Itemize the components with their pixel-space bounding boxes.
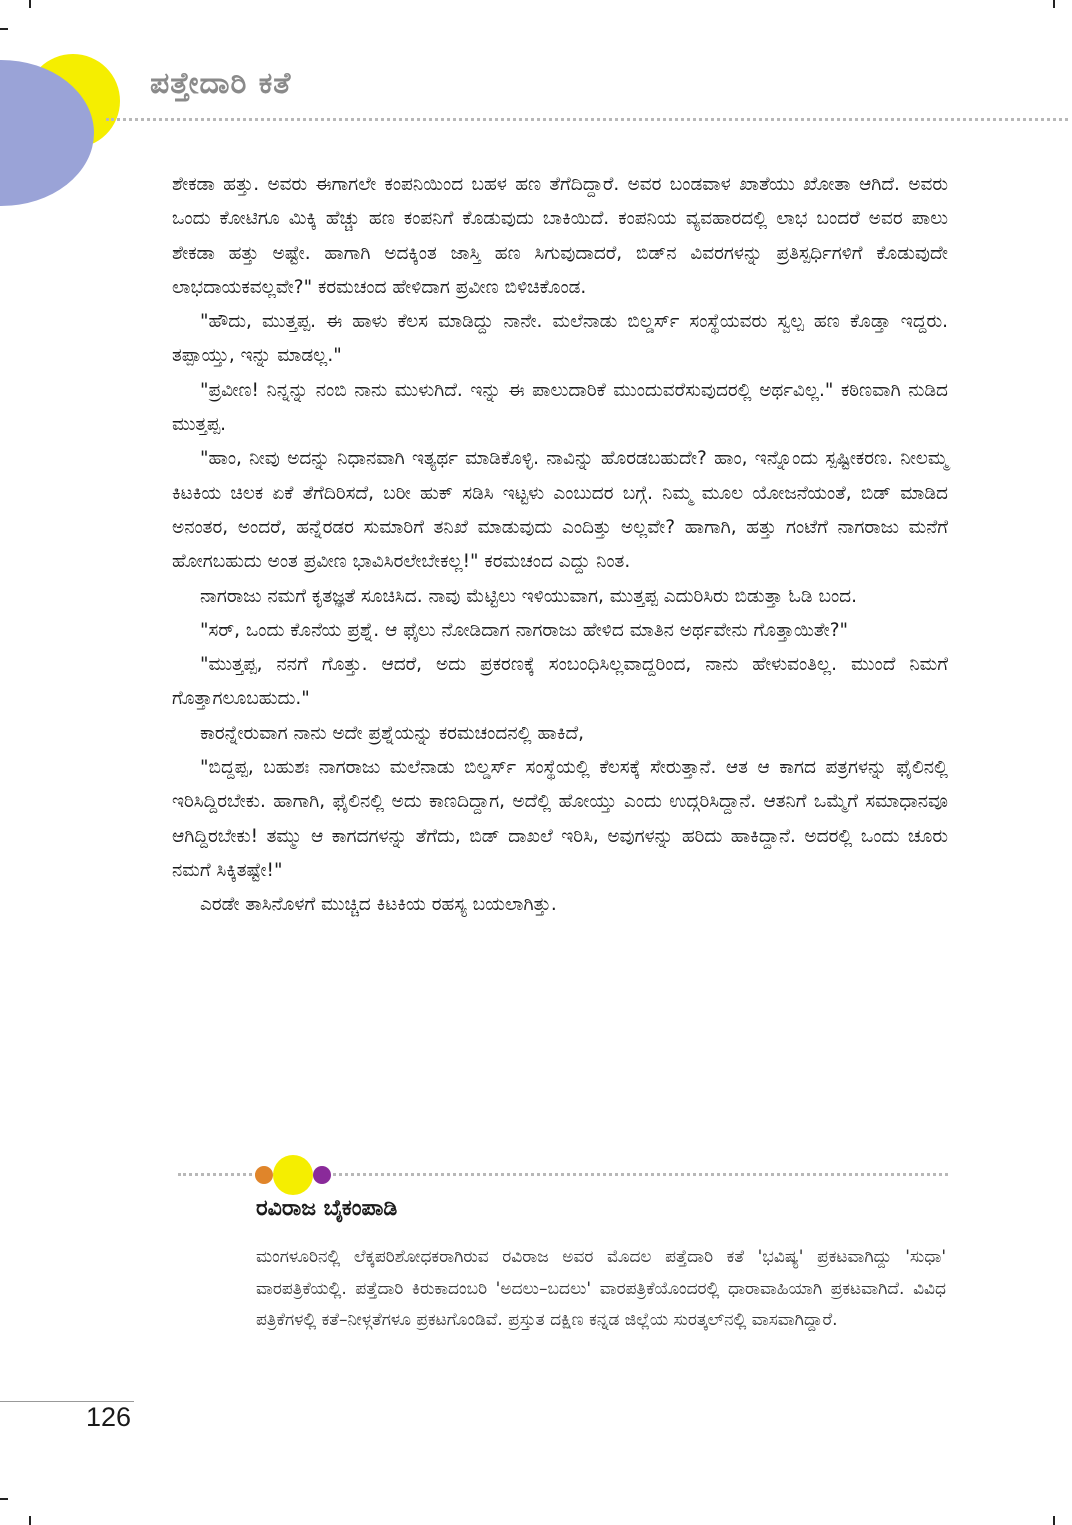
yellow-dot-decoration [273,1155,313,1195]
page-number: 126 [86,1402,132,1432]
story-paragraph: "ಹಾಂ, ನೀವು ಅದನ್ನು ನಿಧಾನವಾಗಿ ಇತ್ಯರ್ಥ ಮಾಡಿಕೊಳ್ಳಿ. ನಾವಿನ್ನು ಹೊರಡಬಹುದೇ? ಹಾಂ, ಇನ್ನೊಂದು ಸ್ಪಷ್ಟೀಕರಣ. ನೀಲಮ್ಮ ಕಿಟಕಿಯ ಚಿಲಕ ಏಕೆ ತೆಗೆದಿರಿಸದೆ, ಬರೀ ಹುಕ್ ಸಡಿಸಿ ಇಟ್ಟಳು ಎಂಬುದರ ಬಗ್ಗೆ. ನಿಮ್ಮ ಮೂಲ ಯೋಜನೆಯಂತೆ, ಬಿಡ್ ಮಾಡಿದ ಅನಂತರ, ಅಂದರೆ, ಹನ್ನೆರಡರ ಸುಮಾರಿಗೆ ತನಿಖೆ ಮಾಡುವುದು ಎಂದಿತ್ತು ಅಲ್ಲವೇ? ಹಾಗಾಗಿ, ಹತ್ತು ಗಂಟೆಗೆ ನಾಗರಾಜು ಮನೆಗೆ ಹೋಗಬಹುದು ಅಂತ ಪ್ರವೀಣ ಭಾವಿಸಿರಲೇಬೇಕಲ್ಲ!" ಕರಮಚಂದ ಎದ್ದು ನಿಂತ. [172,448,948,573]
story-paragraph: "ಹೌದು, ಮುತ್ತಪ್ಪ. ಈ ಹಾಳು ಕೆಲಸ ಮಾಡಿದ್ದು ನಾನೇ. ಮಲೆನಾಡು ಬಿಲ್ಡರ್ಸ್ ಸಂಸ್ಥೆಯವರು ಸ್ವಲ್ಪ ಹಣ ಕೊಡ್ತಾ ಇದ್ದರು. ತಪ್ಪಾಯ್ತು, ಇನ್ನು ಮಾಡಲ್ಲ." [172,311,948,367]
crop-mark-top-right [1053,0,1055,8]
orange-dot-decoration [255,1166,273,1184]
story-paragraph: "ಮುತ್ತಪ್ಪ, ನನಗೆ ಗೊತ್ತು. ಆದರೆ, ಅದು ಪ್ರಕರಣಕ್ಕೆ ಸಂಬಂಧಿಸಿಲ್ಲವಾದ್ದರಿಂದ, ನಾನು ಹೇಳುವಂತಿಲ್ಲ. ಮುಂದೆ ನಿಮಗೆ ಗೊತ್ತಾಗಲೂಬಹುದು." [172,654,948,710]
story-paragraph: ಕಾರನ್ನೇರುವಾಗ ನಾನು ಅದೇ ಪ್ರಶ್ನೆಯನ್ನು ಕರಮಚಂದನಲ್ಲಿ ಹಾಕಿದೆ, [200,722,585,744]
author-name: ರವಿರಾಜ ಬೈಕಂಪಾಡಿ [256,1196,398,1221]
crop-mark-bottom-right [1053,1516,1055,1525]
story-paragraph: ಎರಡೇ ತಾಸಿನೊಳಗೆ ಮುಚ್ಚಿದ ಕಿಟಕಿಯ ರಹಸ್ಯ ಬಯಲಾಗಿತ್ತು. [200,894,557,916]
story-paragraph: "ಬಿದ್ದಪ್ಪ, ಬಹುಶಃ ನಾಗರಾಜು ಮಲೆನಾಡು ಬಿಲ್ಡರ್ಸ್ ಸಂಸ್ಥೆಯಲ್ಲಿ ಕೆಲಸಕ್ಕೆ ಸೇರುತ್ತಾನೆ. ಆತ ಆ ಕಾಗದ ಪತ್ರಗಳನ್ನು ಫೈಲಿನಲ್ಲಿ ಇರಿಸಿದ್ದಿರಬೇಕು. ಹಾಗಾಗಿ, ಫೈಲಿನಲ್ಲಿ ಅದು ಕಾಣದಿದ್ದಾಗ, ಅದೆಲ್ಲಿ ಹೋಯ್ತು ಎಂದು ಉದ್ಗರಿಸಿದ್ದಾನೆ. ಆತನಿಗೆ ಒಮ್ಮೆಗೆ ಸಮಾಧಾನವೂ ಆಗಿದ್ದಿರಬೇಕು! ತಮ್ಮು ಆ ಕಾಗದಗಳನ್ನು ತೆಗೆದು, ಬಿಡ್ ದಾಖಲೆ ಇರಿಸಿ, ಅವುಗಳನ್ನು ಹರಿದು ಹಾಕಿದ್ದಾನೆ. ಅದರಲ್ಲಿ ಒಂದು ಚೂರು ನಮಗೆ ಸಿಕ್ಕಿತಷ್ಟೇ!" [172,757,948,881]
crop-mark-bottom-left [29,1516,31,1525]
page-header-title: ಪತ್ತೇದಾರಿ ಕತೆ [150,66,292,101]
story-paragraph: ನಾಗರಾಜು ನಮಗೆ ಕೃತಜ್ಞತೆ ಸೂಚಿಸಿದ. ನಾವು ಮೆಟ್ಟಿಲು ಇಳಿಯುವಾಗ, ಮುತ್ತಪ್ಪ ಎದುರಿಸಿರು ಬಿಡುತ್ತಾ ಓಡಿ ಬಂದ. [200,585,857,607]
story-paragraph: "ಪ್ರವೀಣ! ನಿನ್ನನ್ನು ನಂಬಿ ನಾನು ಮುಳುಗಿದೆ. ಇನ್ನು ಈ ಪಾಲುದಾರಿಕೆ ಮುಂದುವರೆಸುವುದರಲ್ಲಿ ಅರ್ಥವಿಲ್ಲ." ಕಠಿಣವಾಗಿ ನುಡಿದ ಮುತ್ತಪ್ಪ. [172,379,948,436]
story-paragraph: ಶೇಕಡಾ ಹತ್ತು. ಅವರು ಈಗಾಗಲೇ ಕಂಪನಿಯಿಂದ ಬಹಳ ಹಣ ತೆಗೆದಿದ್ದಾರೆ. ಅವರ ಬಂಡವಾಳ ಖಾತೆಯು ಖೋತಾ ಆಗಿದೆ. ಅವರು ಒಂದು ಕೋಟಿಗೂ ಮಿಕ್ಕಿ ಹೆಚ್ಚು ಹಣ ಕಂಪನಿಗೆ ಕೊಡುವುದು ಬಾಕಿಯಿದೆ. ಕಂಪನಿಯ ವ್ಯವಹಾರದಲ್ಲಿ ಲಾಭ ಬಂದರೆ ಅವರ ಪಾಲು ಶೇಕಡಾ ಹತ್ತು ಅಷ್ಟೇ. ಹಾಗಾಗಿ ಅದಕ್ಕಿಂತ ಜಾಸ್ತಿ ಹಣ ಸಿಗುವುದಾದರೆ, ಬಿಡ್‌ನ ವಿವರಗಳನ್ನು ಪ್ರತಿಸ್ಪರ್ಧಿಗಳಿಗೆ ಕೊಡುವುದೇ ಲಾಭದಾಯಕವಲ್ಲವೇ?" ಕರಮಚಂದ ಹೇಳಿದಾಗ ಪ್ರವೀಣ ಬಿಳಿಚಿಕೊಂಡ. [172,174,948,298]
crop-mark-left-upper [0,28,8,30]
purple-dot-decoration [313,1166,331,1184]
crop-mark-left-lower [0,1498,8,1500]
story-body [172,168,948,923]
author-bio: ಮಂಗಳೂರಿನಲ್ಲಿ ಲೆಕ್ಕಪರಿಶೋಧಕರಾಗಿರುವ ರವಿರಾಜ ಅವರ ಮೊದಲ ಪತ್ತೆದಾರಿ ಕತೆ 'ಭವಿಷ್ಯ' ಪ್ರಕಟವಾಗಿದ್ದು 'ಸುಧಾ' ವಾರಪತ್ರಿಕೆಯಲ್ಲಿ. ಪತ್ತೆದಾರಿ ಕಿರುಕಾದಂಬರಿ 'ಅದಲು–ಬದಲು' ವಾರಪತ್ರಿಕೆಯೊಂದರಲ್ಲಿ ಧಾರಾವಾಹಿಯಾಗಿ ಪ್ರಕಟವಾಗಿದೆ. ವಿವಿಧ ಪತ್ರಿಕೆಗಳಲ್ಲಿ ಕತೆ–ನೀಳ್ಗತೆಗಳೂ ಪ್ರಕಟಗೊಂಡಿವೆ. ಪ್ರಸ್ತುತ ದಕ್ಷಿಣ ಕನ್ನಡ ಜಿಲ್ಲೆಯ ಸುರತ್ಕಲ್‌ನಲ್ಲಿ ವಾಸವಾಗಿದ್ದಾರೆ. [256,1247,946,1330]
header-dotted-rule [106,118,1068,121]
story-paragraph: "ಸರ್, ಒಂದು ಕೊನೆಯ ಪ್ರಶ್ನೆ. ಆ ಫೈಲು ನೋಡಿದಾಗ ನಾಗರಾಜು ಹೇಳಿದ ಮಾತಿನ ಅರ್ಥವೇನು ಗೊತ್ತಾಯಿತೇ?" [200,619,849,641]
crop-mark-top-left [29,0,31,8]
